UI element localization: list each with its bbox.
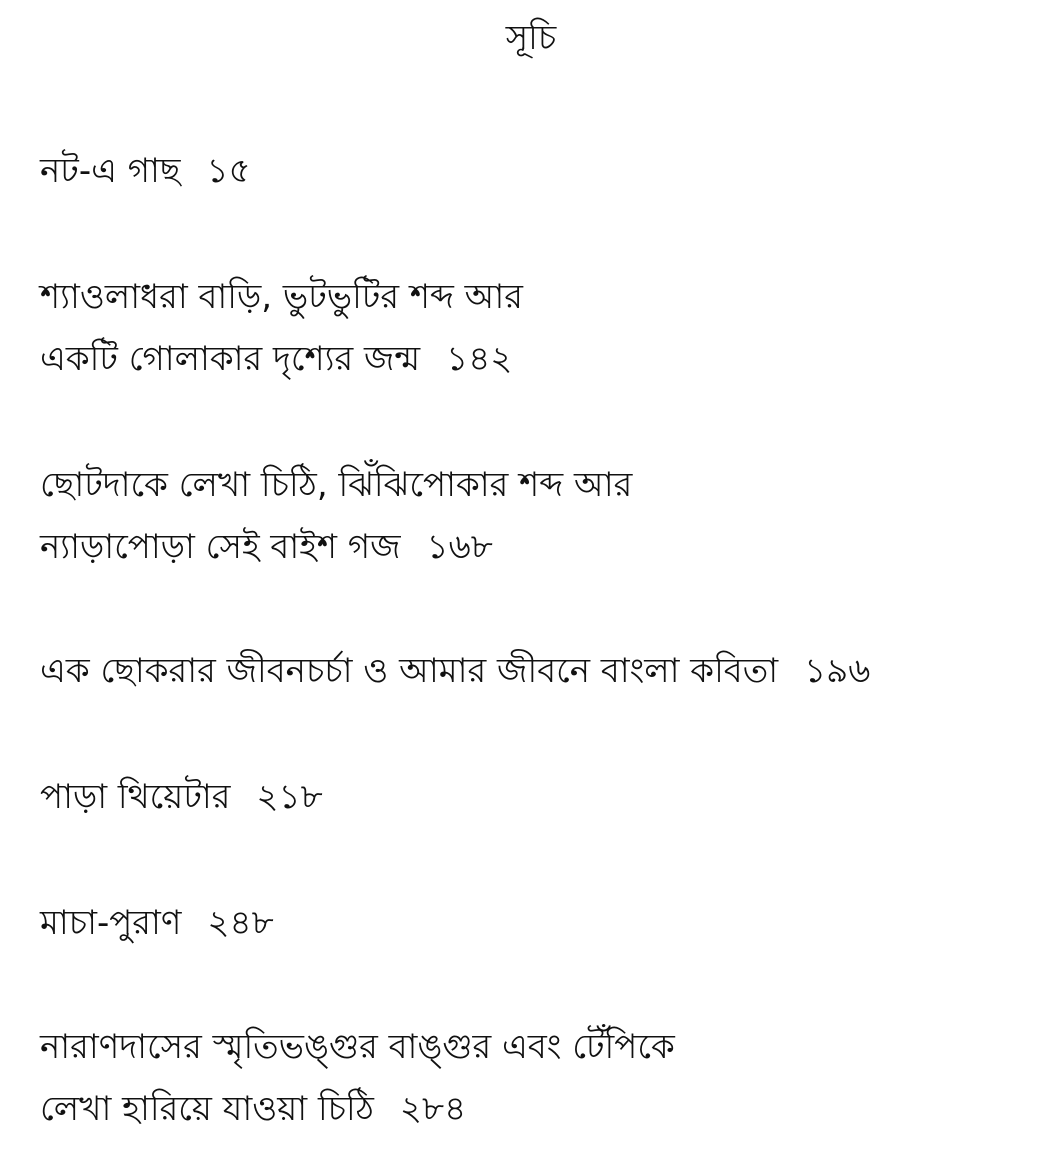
toc-entry-line xyxy=(40,1078,1050,1140)
toc-entry xyxy=(40,640,1050,702)
toc-page-number: ২১৮ xyxy=(256,777,323,817)
toc-entry xyxy=(40,140,1050,202)
toc-page-number: ১৫ xyxy=(206,151,251,191)
toc-page-number: ১৯৬ xyxy=(804,651,871,691)
toc-entry-line xyxy=(40,328,1050,390)
toc-entry-line: শ্যাওলাধরা বাড়ি, ভুটভুটির শব্দ আর xyxy=(40,277,523,317)
toc-entry-title: লেখা হারিয়ে যাওয়া চিঠি xyxy=(40,1089,374,1129)
toc-page-number: ১৪২ xyxy=(446,339,513,379)
toc-entry xyxy=(40,892,1050,954)
toc-entry xyxy=(40,454,1050,578)
toc-entry-line xyxy=(40,516,1050,578)
toc-entry-line: নারাণদাসের স্মৃতিভঙ্গুর বাঙ্গুর এবং টেঁপিকে xyxy=(40,1027,675,1067)
toc-entry-line xyxy=(40,140,1050,202)
toc-entry-title: মাচা-পুরাণ xyxy=(40,903,182,943)
page-title: সূচি xyxy=(505,18,557,58)
toc-entry xyxy=(40,1016,1050,1140)
toc-entry-line xyxy=(40,766,1050,828)
toc-entry xyxy=(40,266,1050,390)
toc-entry-line xyxy=(40,892,1050,954)
toc-page-number: ২৪৮ xyxy=(207,903,274,943)
toc-entry xyxy=(40,766,1050,828)
toc-entry-title: পাড়া থিয়েটার xyxy=(40,777,231,817)
toc-page-number: ২৮৪ xyxy=(399,1089,467,1129)
toc-entry-title: নট-এ গাছ xyxy=(40,151,181,191)
toc-page-number: ১৬৮ xyxy=(426,527,493,567)
toc-entry-line: ছোটদাকে লেখা চিঠি, ঝিঁঝিপোকার শব্দ আর xyxy=(40,465,633,505)
toc-entry-title: একটি গোলাকার দৃশ্যের জন্ম xyxy=(40,339,421,379)
toc-entry-title: ন্যাড়াপোড়া সেই বাইশ গজ xyxy=(40,527,401,567)
toc-entry-line xyxy=(40,640,1050,702)
toc-entry-title: এক ছোকরার জীবনচর্চা ও আমার জীবনে বাংলা কবিতা xyxy=(40,651,779,691)
